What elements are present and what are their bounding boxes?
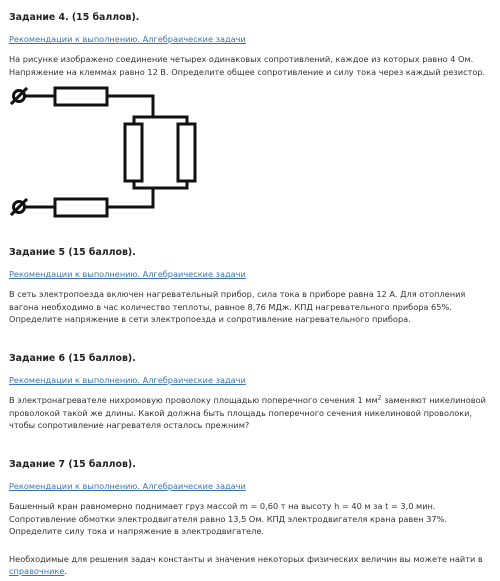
task-5-title: Задание 5 (15 баллов). xyxy=(9,247,136,258)
footer-note xyxy=(9,553,493,577)
resistor-bottom xyxy=(55,199,107,216)
resistor-parallel-right xyxy=(178,124,195,181)
task-7-title: Задание 7 (15 баллов). xyxy=(9,459,136,470)
task-7-recommendations-link[interactable]: Рекомендации к выполнению. Алгебраические задачи xyxy=(9,481,246,491)
task-6-title: Задание 6 (15 баллов). xyxy=(9,353,136,364)
task-5 xyxy=(9,247,493,326)
task-6-text xyxy=(9,394,493,432)
footer-text: Необходимые для решения задач константы и значения некоторых физических величин вы можете найти в xyxy=(9,554,483,564)
task-6-recommendations-link[interactable]: Рекомендации к выполнению. Алгебраические задачи xyxy=(9,375,246,385)
task-4-recommendations-link[interactable]: Рекомендации к выполнению. Алгебраические задачи xyxy=(9,34,246,44)
circuit-diagram xyxy=(9,76,209,226)
task-4 xyxy=(9,12,493,78)
task-4-text: На рисунке изображено соединение четырех одинаковых сопротивлений, каждое из которых равно 4 Ом. Напряжение на клеммах равно 12 В. Определите общее сопротивление и силу тока через каждый резистор. xyxy=(9,54,486,77)
task-5-text: В сеть электропоезда включен нагревательный прибор, сила тока в приборе равна 12 А. Для отопления вагона необходимо в час количество теплоты, равное 8,76 МДж. КПД нагревательного прибора 65%. Определите напряжение в сети электропоезда и сопротивление нагревательного прибора. xyxy=(9,289,466,324)
task-4-title: Задание 4. (15 баллов). xyxy=(9,12,140,23)
task-7 xyxy=(9,459,493,538)
resistor-top xyxy=(55,88,107,105)
task-5-recommendations-link[interactable]: Рекомендации к выполнению. Алгебраические задачи xyxy=(9,269,246,279)
resistor-parallel-left xyxy=(125,124,142,181)
reference-link[interactable]: справочнике xyxy=(9,566,65,576)
footer-end: . xyxy=(64,566,68,576)
task-6-superscript: 2 xyxy=(377,394,382,402)
task-7-text: Башенный кран равномерно поднимает груз массой m = 0,60 т на высоту h = 40 м за t = 3,0 мин. Сопротивление обмотки электродвигателя равно 13,5 Ом. КПД электродвигателя крана равен 37%. Определите силу тока и напряжение в электродвигателе. xyxy=(9,501,448,536)
task-6 xyxy=(9,353,493,432)
task-6-text-part-a: В электронагревателе нихромовую проволоку площадью поперечного сечения 1 мм xyxy=(9,395,378,405)
task-6-text-part-b: заменяют никелиновой проволокой такой же длины. Какой должна быть площадь поперечного сечения никелиновой проволоки, чтобы сопротивление нагревателя осталось прежним? xyxy=(9,395,486,430)
